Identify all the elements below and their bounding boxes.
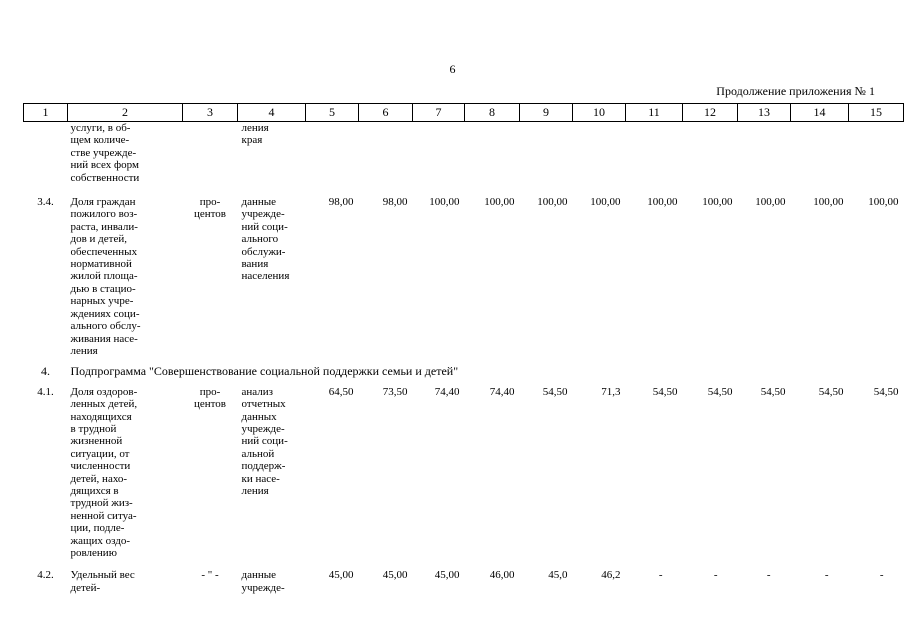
value-cell: - [658,569,663,582]
header-cell: 5 [306,104,359,122]
value-cell: 64,50 [328,385,354,398]
indicator-name: услуги, в об- щем количе- стве учрежде- ний всех форм собственности [70,122,140,184]
value-cell: - [824,569,829,582]
continuation-label: Продолжение приложения № 1 [716,84,875,98]
value-cell: 45,00 [382,569,408,582]
value-cell: 54,50 [873,385,899,398]
value-cell: 100,00 [484,196,515,209]
value-cell: 100,00 [702,196,733,209]
value-cell: 98,00 [328,196,354,209]
row-number: 3.4. [37,196,54,209]
data-source: ления края [241,122,269,147]
page-number: 6 [449,62,456,76]
header-cell: 10 [573,104,626,122]
value-cell: 54,50 [652,385,678,398]
row-number: 4. [41,364,50,379]
table-row [24,569,904,594]
value-cell: 100,00 [590,196,621,209]
header-cell: 15 [849,104,904,122]
value-cell: 54,50 [760,385,786,398]
value-cell: 100,00 [537,196,568,209]
value-cell: 100,00 [813,196,844,209]
subprogram-title: Подпрограмма "Совершенствование социальной поддержки семьи и детей" [70,364,459,379]
value-cell: 74,40 [434,385,460,398]
value-cell: 100,00 [647,196,678,209]
data-source: данные учрежде- ний соци- ального обслужи- вания населения [241,196,290,283]
value-cell: 46,2 [601,569,621,582]
indicators-table [23,103,904,594]
table-row [24,196,904,357]
row-number: 4.1. [37,385,54,398]
header-cell: 4 [238,104,306,122]
header-cell: 14 [791,104,849,122]
value-cell: 45,00 [434,569,460,582]
header-cell: 7 [413,104,465,122]
value-cell: 45,00 [328,569,354,582]
value-cell: 46,00 [489,569,515,582]
header-cell: 3 [183,104,238,122]
table-row [24,122,904,185]
value-cell: - [713,569,718,582]
value-cell: 100,00 [429,196,460,209]
value-cell: 74,40 [489,385,515,398]
unit: - " - [201,569,219,582]
header-row [24,104,904,122]
value-cell: 71,3 [601,385,621,398]
data-source: анализ отчетных данных учрежде- ний соци- альной поддерж- ки насе- ления [241,385,288,497]
value-cell: 54,50 [542,385,568,398]
indicator-name: Удельный вес детей- [70,569,135,594]
unit: про- центов [193,196,226,221]
value-cell: 73,50 [382,385,408,398]
subprogram-row [24,365,904,377]
indicator-name: Доля граждан пожилого воз- раста, инвали- дов и детей, обеспеченных нормативной жилой площа- дью в стацио- нарных учре- ждениях соци- ального обслу- живания насе- ления [70,196,141,357]
indicator-name: Доля оздоров- ленных детей, находящихся в трудной жизненной ситуации, от численности детей, нахо- дящихся в трудной жиз- ненной ситуа- ции, подле- жащих оздо- ровлению [70,385,138,559]
header-cell: 12 [683,104,738,122]
value-cell: - [766,569,771,582]
data-source: данные учрежде- [241,569,285,594]
value-cell: - [879,569,884,582]
header-cell: 1 [24,104,68,122]
header-cell: 6 [359,104,413,122]
header-cell: 13 [738,104,791,122]
row-number: 4.2. [37,569,54,582]
header-cell: 8 [465,104,520,122]
header-cell: 11 [626,104,683,122]
table-row [24,386,904,560]
value-cell: 98,00 [382,196,408,209]
value-cell: 45,0 [548,569,568,582]
header-cell: 2 [68,104,183,122]
value-cell: 100,00 [868,196,899,209]
header-cell: 9 [520,104,573,122]
value-cell: 54,50 [818,385,844,398]
value-cell: 100,00 [755,196,786,209]
unit: про- центов [193,385,226,411]
value-cell: 54,50 [707,385,733,398]
